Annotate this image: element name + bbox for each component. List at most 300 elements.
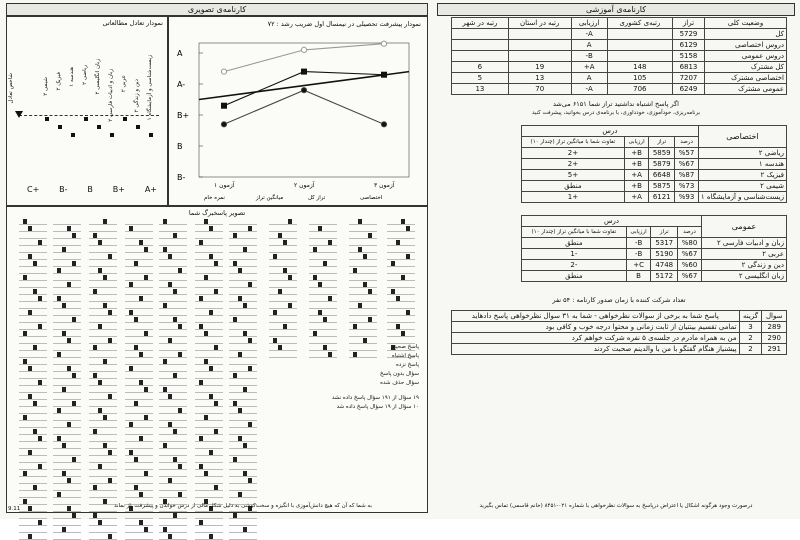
answer-column	[387, 219, 415, 339]
answer-row	[195, 513, 223, 519]
answer-mark	[401, 275, 405, 280]
answer-mark	[358, 219, 362, 224]
answer-mark	[57, 296, 61, 301]
general-header: تراز	[651, 227, 678, 238]
answer-row	[195, 436, 223, 442]
answer-row	[269, 247, 297, 253]
answer-row	[53, 408, 81, 414]
balance-item-marker	[84, 117, 88, 121]
answer-mark	[62, 387, 66, 392]
legend-entry: اختصاصی	[360, 195, 383, 201]
answer-row	[89, 534, 117, 540]
answer-row	[53, 534, 81, 540]
answer-row	[89, 338, 117, 344]
answer-mark	[248, 338, 252, 343]
answer-row	[125, 366, 153, 372]
general-header: درصد	[678, 227, 702, 238]
answer-row	[159, 450, 187, 456]
answer-row	[125, 443, 153, 449]
answer-row	[309, 219, 337, 225]
answer-row	[349, 331, 377, 337]
answer-row	[229, 450, 257, 456]
answer-mark	[233, 261, 237, 266]
answer-row	[89, 450, 117, 456]
answer-mark	[353, 324, 357, 329]
answer-row	[229, 443, 257, 449]
general-row	[522, 271, 787, 282]
answer-mark	[396, 324, 400, 329]
answer-row	[349, 261, 377, 267]
answer-row	[195, 254, 223, 260]
answer-row	[195, 338, 223, 344]
summary-cell: A-	[571, 84, 607, 95]
answer-row	[53, 240, 81, 246]
answer-mark	[28, 366, 32, 371]
answer-row	[53, 289, 81, 295]
legend-entry: میانگین تراز	[256, 195, 284, 201]
answer-row	[229, 387, 257, 393]
answer-row	[53, 527, 81, 533]
answer-row	[195, 352, 223, 358]
answer-row	[19, 345, 47, 351]
balance-chart-title: نمودار تعادل مطالعاتی	[102, 19, 163, 27]
answer-row	[159, 275, 187, 281]
answer-row	[269, 310, 297, 316]
answer-row	[125, 450, 153, 456]
answer-mark	[173, 457, 177, 462]
answer-row	[19, 324, 47, 330]
answer-row	[195, 380, 223, 386]
answer-row	[125, 457, 153, 463]
answer-mark	[93, 485, 97, 490]
answer-row	[53, 380, 81, 386]
answer-row	[125, 247, 153, 253]
summary-cell: دروس عمومی	[705, 51, 787, 62]
summary-row	[452, 62, 787, 73]
specialized-row	[522, 170, 787, 181]
answer-row	[53, 268, 81, 274]
answer-row	[19, 296, 47, 302]
answer-row	[195, 310, 223, 316]
answer-row	[195, 268, 223, 274]
answer-mark	[248, 226, 252, 231]
answer-mark	[238, 436, 242, 441]
answer-row	[309, 261, 337, 267]
answer-row	[159, 261, 187, 267]
answer-row	[159, 513, 187, 519]
answer-mark	[108, 394, 112, 399]
answer-mark	[57, 352, 61, 357]
questions-row	[452, 322, 787, 333]
answer-mark	[144, 471, 148, 476]
answer-mark	[243, 527, 247, 532]
answer-mark	[103, 303, 107, 308]
answer-row	[53, 352, 81, 358]
answer-row	[89, 394, 117, 400]
specialized-cell: %93	[675, 192, 699, 203]
answer-row	[19, 240, 47, 246]
answer-mark	[57, 436, 61, 441]
answer-row	[269, 261, 297, 267]
answer-row	[89, 317, 117, 323]
answer-row	[53, 457, 81, 463]
answer-mark	[168, 394, 172, 399]
answer-mark	[168, 478, 172, 483]
questions-table	[451, 310, 787, 355]
answer-mark	[23, 331, 27, 336]
answer-row	[229, 338, 257, 344]
series-point	[221, 69, 226, 74]
y-tick-label: A	[177, 49, 183, 58]
answer-row	[53, 485, 81, 491]
answer-row	[229, 366, 257, 372]
answer-row	[229, 317, 257, 323]
summary-cell: اختصاصی مشترک	[705, 73, 787, 84]
general-row	[522, 260, 787, 271]
balance-item-label: زبان انگلیسی ۲	[95, 59, 101, 95]
summary-cell: 6249	[672, 84, 704, 95]
answer-row	[349, 219, 377, 225]
answer-row	[125, 415, 153, 421]
answer-row	[19, 275, 47, 281]
answer-mark	[168, 422, 172, 427]
answer-row	[89, 254, 117, 260]
answer-row	[309, 303, 337, 309]
answer-row	[159, 464, 187, 470]
specialized-cell: 6648	[649, 170, 675, 181]
answer-row	[349, 289, 377, 295]
answer-row	[53, 513, 81, 519]
summary-cell: 6129	[672, 40, 704, 51]
progress-plot-area	[199, 43, 409, 177]
answer-mark	[209, 534, 213, 539]
general-cell: عربی ۲	[702, 249, 787, 260]
answer-mark	[204, 415, 208, 420]
specialized-row	[522, 159, 787, 170]
answer-mark	[108, 254, 112, 259]
answer-row	[125, 422, 153, 428]
answer-row	[89, 261, 117, 267]
answer-row	[19, 534, 47, 540]
answer-mark	[98, 380, 102, 385]
answer-mark	[318, 282, 322, 287]
answer-row	[195, 359, 223, 365]
answer-mark	[134, 345, 138, 350]
answer-mark	[209, 226, 213, 231]
general-cell: -2	[522, 260, 627, 271]
summary-cell: 148	[607, 62, 672, 73]
specialized-cell: 5879	[649, 159, 675, 170]
note-line-1: اگر پاسخ اشتباه نداشتید تراز شما ۶۱۵۱ می‌شد	[552, 100, 679, 108]
answer-row	[195, 247, 223, 253]
answer-mark	[28, 226, 32, 231]
answer-row	[387, 233, 415, 239]
answer-mark	[67, 282, 71, 287]
questions-cell: 290	[762, 333, 787, 344]
answer-row	[19, 415, 47, 421]
answer-mark	[93, 513, 97, 518]
answer-row	[229, 373, 257, 379]
summary-cell: دروس اختصاصی	[705, 40, 787, 51]
answer-row	[19, 261, 47, 267]
general-title: عمومی	[702, 216, 787, 238]
answer-row	[125, 492, 153, 498]
answer-row	[229, 513, 257, 519]
specialized-cell: +1	[522, 192, 625, 203]
answer-mark	[238, 296, 242, 301]
answer-row	[89, 436, 117, 442]
balance-item-marker	[97, 125, 101, 129]
answer-row	[229, 219, 257, 225]
answer-row	[159, 296, 187, 302]
general-header: ارزیابی	[626, 227, 651, 238]
summary-row	[452, 84, 787, 95]
answer-legend	[279, 343, 419, 412]
answer-mark	[93, 429, 97, 434]
answer-row	[89, 226, 117, 232]
balance-item-label: ریاضی ۲	[82, 65, 88, 85]
answer-column	[349, 219, 377, 339]
answer-row	[195, 324, 223, 330]
answer-row	[159, 457, 187, 463]
summary-header: ارزیابی	[571, 18, 607, 29]
answer-mark	[98, 240, 102, 245]
answer-row	[159, 352, 187, 358]
summary-cell: 6813	[672, 62, 704, 73]
answer-row	[387, 282, 415, 288]
answer-row	[387, 226, 415, 232]
answer-row	[195, 408, 223, 414]
questions-header: پاسخ شما به برخی از سوالات نظرخواهی - شما به ۳۱ سوال نظرخواهی پاسخ دادهاید	[452, 311, 740, 322]
answer-row	[349, 303, 377, 309]
questions-header: گزینه	[739, 311, 762, 322]
answer-row	[269, 289, 297, 295]
answer-row	[229, 331, 257, 337]
answer-row	[229, 261, 257, 267]
answer-row	[89, 366, 117, 372]
answer-row	[309, 275, 337, 281]
answer-row	[159, 401, 187, 407]
answer-mark	[173, 373, 177, 378]
answer-row	[159, 282, 187, 288]
summary-header: رتبه در استان	[508, 18, 571, 29]
answer-row	[229, 226, 257, 232]
answer-row	[229, 296, 257, 302]
answer-row	[195, 233, 223, 239]
answer-row	[229, 289, 257, 295]
general-cell: منطق	[522, 271, 627, 282]
answer-mark	[199, 464, 203, 469]
x-tick-label: آزمون ۲	[294, 182, 315, 189]
general-cell: منطق	[522, 238, 627, 249]
left-footer: به شما که آن که هیچ دانش‌آموزی با انگیزه و سخت‌کوشی به دلیل شکل مالی از درس خواندن و پیشرفت باز نماند	[114, 503, 372, 509]
answer-mark	[168, 254, 172, 259]
answer-row	[125, 219, 153, 225]
answer-row	[195, 219, 223, 225]
answer-mark	[178, 492, 182, 497]
answer-row	[159, 219, 187, 225]
answer-row	[89, 282, 117, 288]
answer-row	[229, 247, 257, 253]
answer-row	[387, 275, 415, 281]
general-group: درس	[522, 216, 702, 227]
answer-mark	[33, 429, 37, 434]
answer-row	[229, 492, 257, 498]
answer-mark	[108, 478, 112, 483]
answer-row	[89, 429, 117, 435]
legend-blank: پاسخ نزده	[395, 362, 419, 368]
answer-row	[349, 324, 377, 330]
summary-cell: 706	[607, 84, 672, 95]
answer-mark	[288, 219, 292, 224]
answer-column	[159, 219, 187, 504]
answer-row	[309, 289, 337, 295]
answer-row	[125, 233, 153, 239]
answer-mark	[38, 436, 42, 441]
legend-unanswered: سؤال بدون پاسخ	[380, 371, 419, 377]
answer-row	[159, 289, 187, 295]
answer-mark	[103, 415, 107, 420]
summary-cell	[452, 51, 509, 62]
answer-mark	[23, 275, 27, 280]
answer-row	[19, 373, 47, 379]
answer-mark	[139, 352, 143, 357]
answer-row	[53, 366, 81, 372]
answer-row	[195, 520, 223, 526]
answer-mark	[129, 450, 133, 455]
answer-mark	[401, 331, 405, 336]
answer-mark	[33, 485, 37, 490]
answer-row	[229, 415, 257, 421]
answer-row	[159, 226, 187, 232]
answer-mark	[28, 506, 32, 511]
answer-column	[89, 219, 117, 504]
answer-mark	[328, 240, 332, 245]
answer-mark	[38, 520, 42, 525]
answer-row	[19, 219, 47, 225]
answer-row	[125, 275, 153, 281]
answer-row	[195, 366, 223, 372]
answer-mark	[209, 310, 213, 315]
answer-mark	[358, 303, 362, 308]
answer-sheet-title: تصویر پاسخبرگ شما	[188, 209, 246, 217]
answer-row	[53, 373, 81, 379]
answer-row	[195, 317, 223, 323]
answer-row	[387, 261, 415, 267]
summary-header: وضعیت کلی	[705, 18, 787, 29]
answer-mark	[62, 443, 66, 448]
answer-mark	[318, 310, 322, 315]
summary-cell: 5158	[672, 51, 704, 62]
answer-mark	[368, 289, 372, 294]
answer-row	[309, 233, 337, 239]
answer-row	[53, 233, 81, 239]
answer-row	[125, 310, 153, 316]
specialized-cell: +5	[522, 170, 625, 181]
balance-chart	[6, 16, 168, 206]
answer-mark	[243, 443, 247, 448]
answer-mark	[103, 443, 107, 448]
answer-row	[195, 429, 223, 435]
answer-row	[19, 443, 47, 449]
answer-mark	[173, 233, 177, 238]
answer-mark	[238, 352, 242, 357]
answer-row	[125, 226, 153, 232]
answer-mark	[199, 296, 203, 301]
specialized-cell: زیست‌شناسی و آزمایشگاه ۱	[698, 192, 786, 203]
answer-row	[195, 261, 223, 267]
answer-row	[125, 513, 153, 519]
answer-mark	[144, 527, 148, 532]
specialized-title: اختصاصی	[698, 126, 786, 148]
specialized-table	[521, 125, 787, 203]
answer-row	[387, 303, 415, 309]
answer-row	[53, 492, 81, 498]
level-label: B-	[59, 185, 68, 194]
answer-row	[19, 464, 47, 470]
answer-row	[53, 261, 81, 267]
answer-row	[269, 240, 297, 246]
answer-mark	[93, 233, 97, 238]
right-footer: درصورت وجود هرگونه اشکال یا اعتراض درپاسخ به سوالات نظرخواهی با شماره ۰۲۱-۸۴۵۱ (خانم قاسمی) تماس بگیرید	[479, 503, 753, 509]
answer-row	[195, 443, 223, 449]
answer-row	[125, 296, 153, 302]
answer-row	[19, 506, 47, 512]
answer-row	[229, 303, 257, 309]
answer-row	[195, 478, 223, 484]
answer-mark	[406, 226, 410, 231]
answer-row	[387, 247, 415, 253]
questions-cell: 291	[762, 344, 787, 355]
answer-mark	[108, 310, 112, 315]
general-row	[522, 238, 787, 249]
answer-row	[349, 240, 377, 246]
answer-row	[269, 233, 297, 239]
answer-row	[19, 513, 47, 519]
answer-row	[309, 247, 337, 253]
answer-row	[387, 324, 415, 330]
balance-item-marker	[149, 133, 153, 137]
answer-mark	[28, 254, 32, 259]
answer-mark	[233, 401, 237, 406]
answer-row	[195, 450, 223, 456]
answer-row	[159, 387, 187, 393]
answer-row	[195, 226, 223, 232]
answer-row	[53, 387, 81, 393]
answer-row	[159, 443, 187, 449]
balance-item-label: زبان و ادبیات فارسی ۲	[108, 69, 114, 122]
answer-row	[89, 492, 117, 498]
answer-row	[125, 254, 153, 260]
answer-row	[53, 401, 81, 407]
answer-row	[19, 289, 47, 295]
answer-mark	[243, 303, 247, 308]
answer-row	[195, 527, 223, 533]
answer-row	[89, 359, 117, 365]
general-cell: زبان و ادبیات فارسی ۲	[702, 238, 787, 249]
answer-mark	[391, 261, 395, 266]
answer-mark	[353, 268, 357, 273]
answer-row	[19, 422, 47, 428]
balance-item-label: هندسه ۱	[69, 67, 75, 87]
answer-row	[89, 219, 117, 225]
answer-mark	[283, 240, 287, 245]
general-header: تفاوت شما با میانگین تراز (چندار ۱۰)	[522, 227, 627, 238]
answer-row	[159, 338, 187, 344]
specialized-cell: B+	[624, 159, 648, 170]
summary-cell: A	[571, 40, 607, 51]
answer-row	[89, 247, 117, 253]
